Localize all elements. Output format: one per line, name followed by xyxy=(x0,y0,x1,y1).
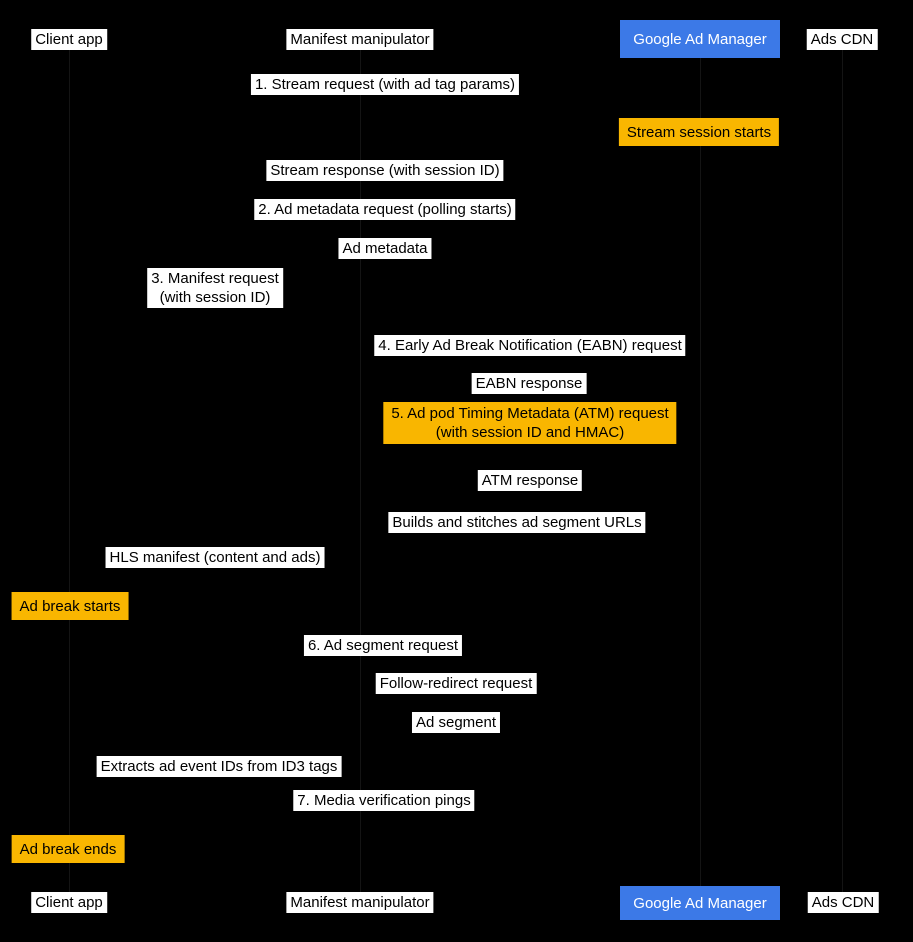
message-4-eabn-request xyxy=(374,335,685,356)
actor-top-manifest-manipulator-label: Manifest manipulator xyxy=(290,31,430,48)
actor-bottom-google-ad-manager-label: Google Ad Manager xyxy=(633,894,767,912)
actor-top-google-ad-manager-label: Google Ad Manager xyxy=(633,30,767,48)
actor-bottom-ads-cdn-label: Ads CDN xyxy=(811,894,875,911)
message-ad-segment xyxy=(412,712,500,733)
message-atm-response-label: ATM response xyxy=(481,472,579,489)
actor-top-google-ad-manager xyxy=(620,20,780,58)
note-ad-break-starts-label: Ad break starts xyxy=(19,597,121,615)
message-1-stream-request-label: 1. Stream request (with ad tag params) xyxy=(254,76,516,93)
message-follow-redirect-request xyxy=(376,673,537,694)
message-2-ad-metadata-request xyxy=(254,199,515,220)
note-5-atm-request xyxy=(383,402,676,444)
message-6-ad-segment-request-label: 6. Ad segment request xyxy=(307,637,459,654)
actor-top-ads-cdn-label: Ads CDN xyxy=(810,31,874,48)
message-eabn-response xyxy=(472,373,587,394)
message-atm-response xyxy=(478,470,582,491)
message-builds-and-stitches xyxy=(388,512,645,533)
note-stream-session-starts-label: Stream session starts xyxy=(626,123,772,141)
message-stream-response xyxy=(266,160,503,181)
actor-bottom-ads-cdn xyxy=(808,892,879,913)
message-builds-and-stitches-label: Builds and stitches ad segment URLs xyxy=(392,514,642,531)
message-7-media-verification-pings-label: 7. Media verification pings xyxy=(297,792,471,809)
actor-bottom-google-ad-manager xyxy=(620,886,780,920)
message-hls-manifest-label: HLS manifest (content and ads) xyxy=(109,549,321,566)
actor-bottom-client-app-label: Client app xyxy=(35,894,103,911)
actor-top-client-app-label: Client app xyxy=(35,31,103,48)
message-follow-redirect-request-label: Follow-redirect request xyxy=(379,675,533,692)
lifeline-client-app xyxy=(69,40,70,900)
message-ad-metadata xyxy=(338,238,431,259)
note-ad-break-starts xyxy=(12,592,129,620)
message-3-manifest-request xyxy=(147,268,283,308)
note-ad-break-ends-label: Ad break ends xyxy=(19,840,117,858)
message-6-ad-segment-request xyxy=(304,635,462,656)
note-5-atm-request-label: 5. Ad pod Timing Metadata (ATM) request xyxy=(391,405,669,422)
lifeline-ads-cdn xyxy=(842,40,843,900)
actor-top-ads-cdn xyxy=(807,29,878,50)
message-7-media-verification-pings xyxy=(293,790,474,811)
note-5-atm-request-label: (with session ID and HMAC) xyxy=(435,424,625,441)
note-stream-session-starts xyxy=(619,118,779,146)
actor-bottom-manifest-manipulator xyxy=(286,892,433,913)
message-stream-response-label: Stream response (with session ID) xyxy=(270,162,500,179)
message-extracts-ad-event-ids-label: Extracts ad event IDs from ID3 tags xyxy=(100,758,338,775)
actor-bottom-client-app xyxy=(31,892,107,913)
message-ad-segment-label: Ad segment xyxy=(415,714,497,731)
message-2-ad-metadata-request-label: 2. Ad metadata request (polling starts) xyxy=(258,201,512,218)
message-3-manifest-request-label: (with session ID) xyxy=(159,289,271,306)
message-ad-metadata-label: Ad metadata xyxy=(342,240,428,257)
lifeline-google-ad-manager xyxy=(700,40,701,900)
message-1-stream-request xyxy=(251,74,519,95)
message-hls-manifest xyxy=(106,547,325,568)
message-extracts-ad-event-ids xyxy=(97,756,342,777)
actor-bottom-manifest-manipulator-label: Manifest manipulator xyxy=(290,894,430,911)
actor-top-client-app xyxy=(31,29,107,50)
note-ad-break-ends xyxy=(12,835,125,863)
message-eabn-response-label: EABN response xyxy=(475,375,583,392)
message-3-manifest-request-label: 3. Manifest request xyxy=(151,270,279,287)
actor-top-manifest-manipulator xyxy=(286,29,433,50)
message-4-eabn-request-label: 4. Early Ad Break Notification (EABN) request xyxy=(378,337,682,354)
